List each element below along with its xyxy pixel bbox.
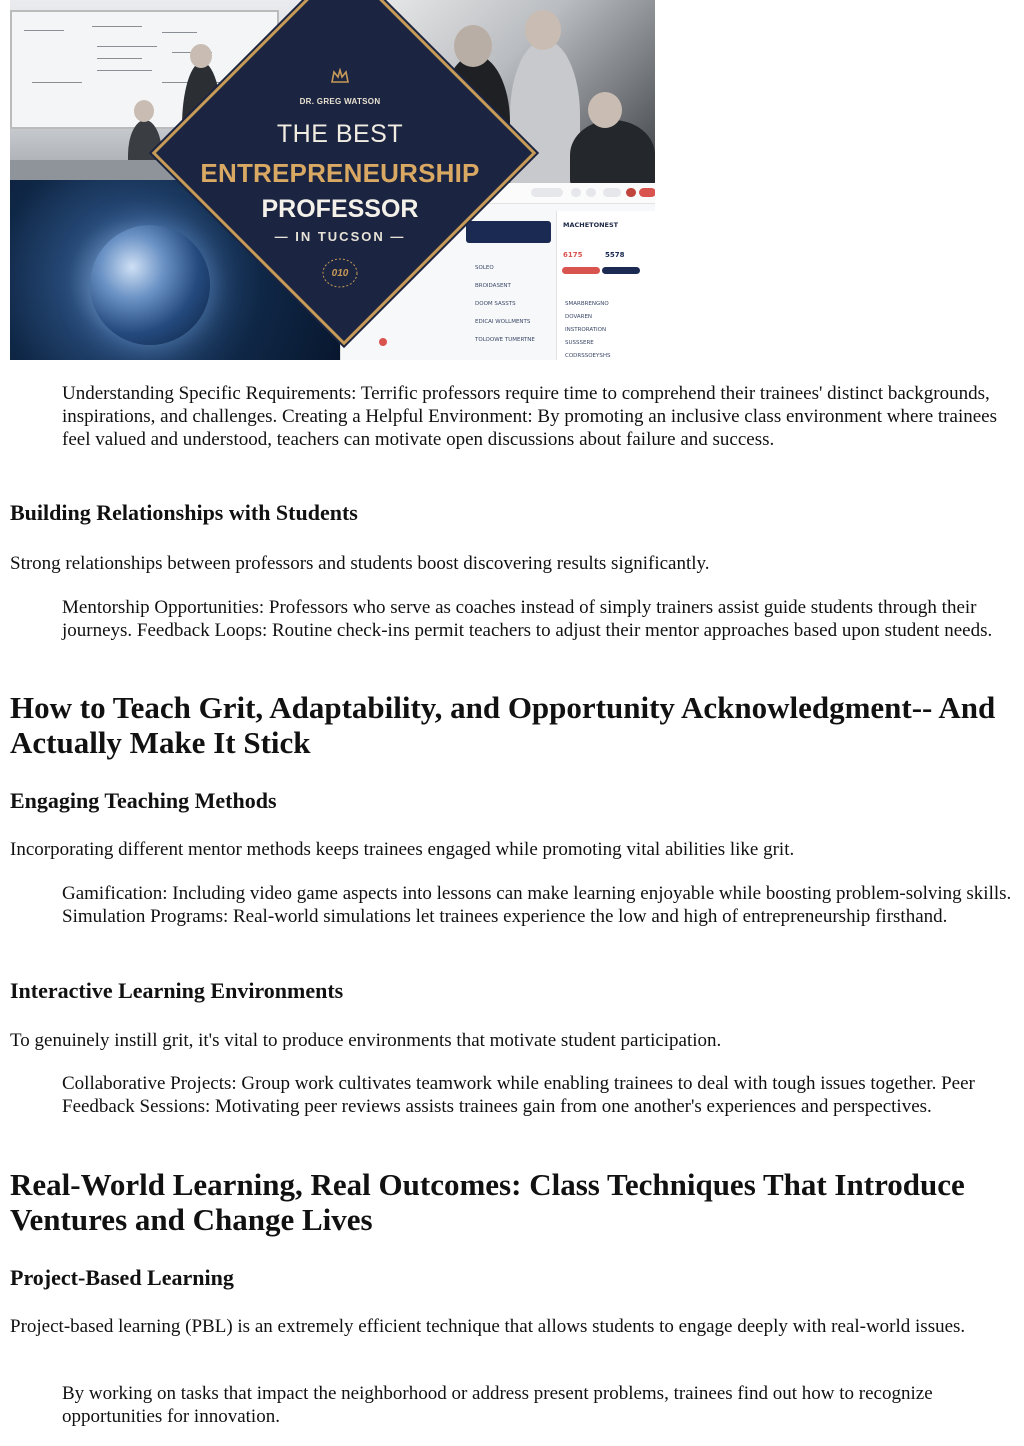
crown-icon xyxy=(330,68,350,84)
heading-engaging-methods: Engaging Teaching Methods xyxy=(10,788,277,813)
dashboard-right-panel xyxy=(556,211,655,360)
dashboard-stat: 5578 xyxy=(605,251,625,259)
dashboard-sidebar-item: SUSSSERE xyxy=(565,340,594,346)
heading-teach-grit: How to Teach Grit, Adaptability, and Opportunity Acknowledgment-- And Actually Make It Stick xyxy=(10,690,996,760)
dashboard-list-item: BROIDASENT xyxy=(475,283,511,289)
dashboard-sidebar-item: SMARBRENGNO xyxy=(565,301,609,307)
dashboard-sidebar-item: CODRSSOEYSHS xyxy=(565,353,611,359)
blockquote-gamification: Gamification: Including video game aspects into lessons can make learning enjoyable while boosting problem-solving skills. Simulation Programs: Real-world simulations let trainees experience the low and high of entrepreneurship firsthand. xyxy=(62,883,1012,927)
dashboard-sidebar-item: DOVAREN xyxy=(565,314,593,320)
seal-text: 010 xyxy=(331,268,349,279)
paragraph-interactive: To genuinely instill grit, it's vital to produce environments that motivate student participation. xyxy=(10,1030,722,1051)
blockquote-neighborhood: By working on tasks that impact the neighborhood or address present problems, trainees find out how to recognize opportunities for innovation. xyxy=(62,1383,933,1427)
badge-content xyxy=(170,60,510,310)
blockquote-requirements: Understanding Specific Requirements: Terrific professors require time to comprehend their trainees' distinct backgrounds, inspirations, and challenges. Creating a Helpful Environment: By promoting an inclusive class environment where trainees feel valued and understood, teachers can motivate open discussions about failure and success. xyxy=(62,383,997,450)
paragraph-building: Strong relationships between professors and students boost discovering results significantly. xyxy=(10,553,710,574)
dashboard-sidebar-item: INSTRORATION xyxy=(565,327,607,333)
dashboard-list-item: SOLEO xyxy=(475,265,494,271)
heading-interactive-learning: Interactive Learning Environments xyxy=(10,978,344,1003)
paragraph-engaging: Incorporating different mentor methods keeps trainees engaged while promoting vital abilities like grit. xyxy=(10,839,795,860)
badge-author: DR. GREG WATSON xyxy=(299,97,381,106)
dashboard-list-item: TOLOOWE TUMERTNE xyxy=(475,337,535,343)
badge-title-line2: ENTREPRENEURSHIP xyxy=(200,158,480,188)
badge-title-line3: PROFESSOR xyxy=(261,195,419,223)
blockquote-collaborative: Collaborative Projects: Group work cultivates teamwork while enabling trainees to deal with tough issues together. Peer Feedback Sessions: Motivating peer reviews assists trainees gain from one another's experiences and perspectives. xyxy=(62,1073,975,1117)
heading-project-based: Project-Based Learning xyxy=(10,1265,234,1290)
dashboard-stat: 6175 xyxy=(563,251,583,259)
badge-title-line1: THE BEST xyxy=(276,120,404,148)
heading-real-world: Real-World Learning, Real Outcomes: Class Techniques That Introduce Ventures and Change Lives xyxy=(10,1167,965,1237)
dashboard-list-item: EDICAI WOLLMENTS xyxy=(475,319,531,325)
dashboard-card-title: MACHETONEST xyxy=(563,221,619,229)
hero-image xyxy=(10,0,655,360)
blockquote-mentorship: Mentorship Opportunities: Professors who serve as coaches instead of simply trainers assist guide students through their journeys. Feedback Loops: Routine check-ins permit teachers to adjust their mentor approaches based upon student needs. xyxy=(62,597,993,641)
heading-building-relationships: Building Relationships with Students xyxy=(10,500,358,525)
badge-location: — IN TUCSON — xyxy=(274,229,406,244)
paragraph-project: Project-based learning (PBL) is an extremely efficient technique that allows students to engage deeply with real-world issues. xyxy=(10,1316,966,1337)
dashboard-list-item: DOOM SASSTS xyxy=(475,301,516,307)
